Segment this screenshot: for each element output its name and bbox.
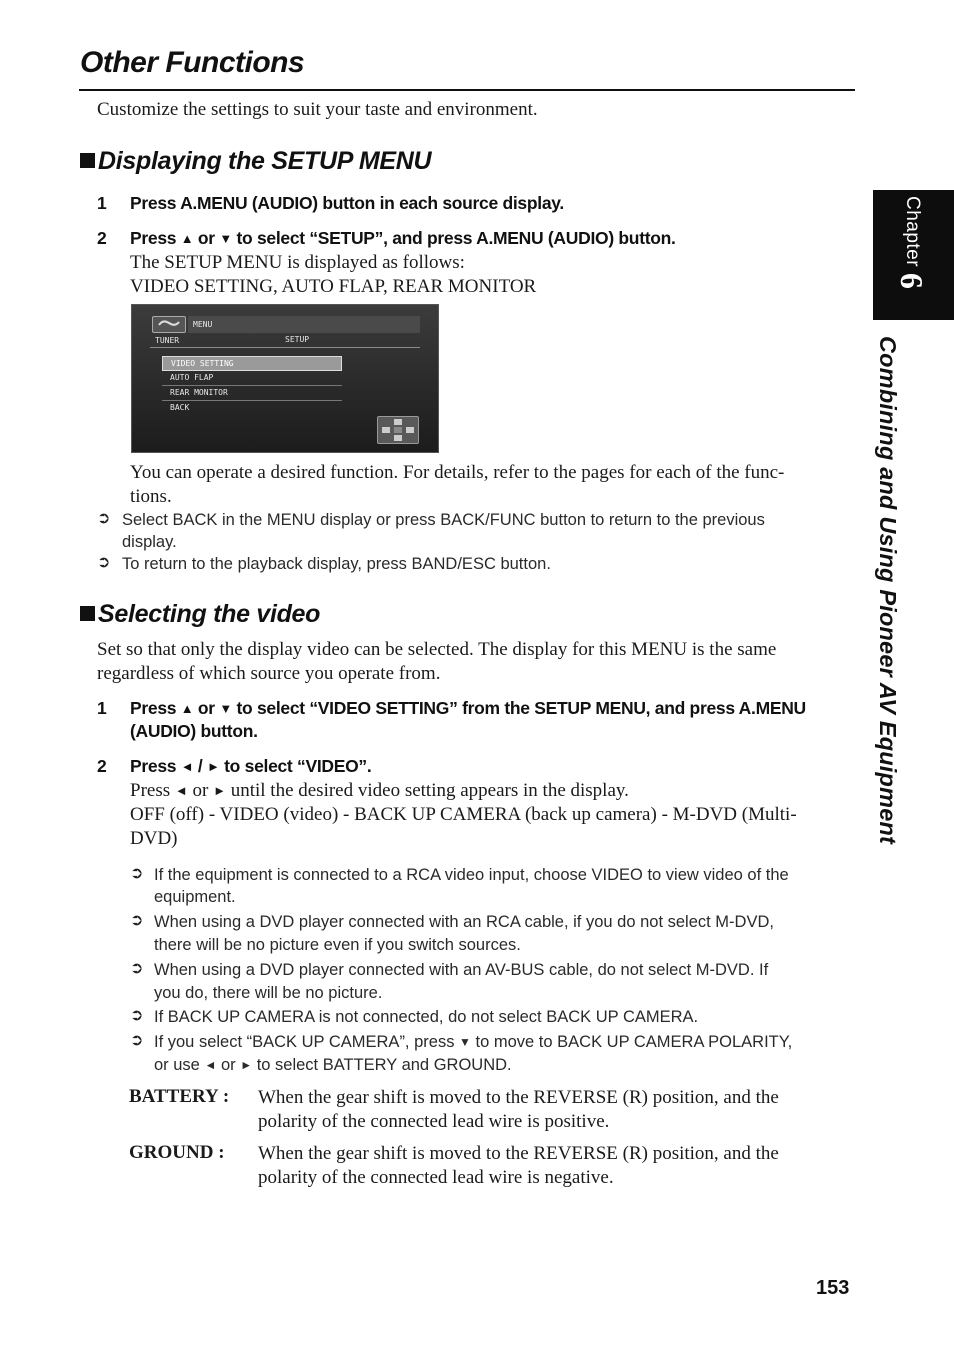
step-number: 1 — [97, 698, 107, 718]
note-arrow-icon: ➲ — [130, 912, 144, 929]
step-body: DVD) — [130, 828, 178, 849]
step-text-continued: (AUDIO) button. — [130, 721, 258, 741]
step-text-part: Press — [130, 698, 177, 718]
note-arrow-icon: ➲ — [130, 1007, 144, 1024]
left-arrow-icon: ◄ — [174, 783, 188, 798]
screen-menu-label: MENU — [193, 320, 213, 329]
note-text — [154, 1031, 792, 1054]
note-text: If the equipment is connected to a RCA video input, choose VIDEO to view video of the — [154, 866, 789, 884]
step-1 — [0, 192, 954, 216]
screen-menu-item: AUTO FLAP — [162, 371, 342, 386]
note-part: to move to BACK UP CAMERA POLARITY, — [475, 1033, 793, 1051]
note-text: If BACK UP CAMERA is not connected, do not select BACK UP CAMERA. — [154, 1008, 699, 1026]
note-part: or use — [154, 1056, 200, 1074]
chapter-number: 6 — [894, 272, 930, 290]
note-text: When using a DVD player connected with an RCA cable, if you do not select M-DVD, — [154, 913, 774, 931]
square-bullet-icon — [80, 153, 95, 168]
step-body: The SETUP MENU is displayed as follows: — [130, 252, 465, 273]
definition-text: When the gear shift is moved to the REVERSE (R) position, and the — [258, 1087, 779, 1108]
definition-text: polarity of the connected lead wire is positive. — [258, 1111, 610, 1132]
step-number: 2 — [97, 756, 107, 776]
right-arrow-icon: ► — [240, 1058, 253, 1072]
screen-menu-item: VIDEO SETTING — [162, 356, 342, 371]
down-arrow-icon: ▼ — [219, 701, 232, 716]
step-text-part: to select “VIDEO”. — [224, 756, 372, 776]
step-body: VIDEO SETTING, AUTO FLAP, REAR MONITOR — [130, 276, 537, 297]
title-rule — [79, 89, 855, 91]
chapter-label-text: Chapter — [902, 196, 923, 268]
step-text — [130, 227, 855, 250]
step-2 — [0, 755, 954, 779]
body-part: until the desired video setting appears in the display. — [230, 780, 629, 801]
section-heading-text: Displaying the SETUP MENU — [98, 147, 432, 175]
body-part: Press — [130, 780, 171, 801]
section-intro: regardless of which source you operate from. — [97, 663, 441, 684]
note-arrow-icon: ➲ — [130, 865, 144, 882]
definition-text: polarity of the connected lead wire is negative. — [258, 1167, 614, 1188]
note-text — [154, 1054, 512, 1077]
note-text: equipment. — [154, 888, 236, 906]
square-bullet-icon — [80, 606, 95, 621]
body-part: or — [192, 780, 209, 801]
step-text — [130, 755, 855, 778]
definition-term-ground: GROUND : — [129, 1142, 225, 1163]
down-arrow-icon: ▼ — [219, 231, 232, 246]
page-number: 153 — [816, 1277, 850, 1299]
page-title: Other Functions — [80, 46, 305, 79]
note-part: to select BATTERY and GROUND. — [256, 1056, 512, 1074]
step-text-part: Press — [130, 756, 177, 776]
step-2 — [0, 227, 954, 251]
step-text-part: to select “SETUP”, and press A.MENU (AUDIO) button. — [236, 228, 676, 248]
section-intro: Set so that only the display video can be selected. The display for this MENU is the same — [97, 639, 777, 660]
screen-menu-item: REAR MONITOR — [162, 386, 342, 401]
up-arrow-icon: ▲ — [180, 231, 194, 246]
left-arrow-icon: ◄ — [180, 759, 194, 774]
body-text: tions. — [130, 486, 172, 507]
step-text-part: to select “VIDEO SETTING” from the SETUP MENU, and press A.MENU — [236, 698, 806, 718]
step-text — [130, 697, 855, 720]
step-body: OFF (off) - VIDEO (video) - BACK UP CAMERA (back up camera) - M-DVD (Multi- — [130, 804, 797, 825]
screen-menu-item: BACK — [170, 403, 190, 412]
source-icon — [152, 316, 186, 333]
section-heading-setup-menu — [80, 147, 431, 176]
direction-pad-icon — [377, 416, 419, 444]
note-part: If you select “BACK UP CAMERA”, press — [154, 1033, 455, 1051]
note-text: display. — [122, 533, 177, 551]
note-text: you do, there will be no picture. — [154, 984, 383, 1002]
step-text: Press A.MENU (AUDIO) button in each source display. — [130, 193, 564, 213]
step-text-part: Press — [130, 228, 177, 248]
down-arrow-icon: ▼ — [459, 1035, 471, 1049]
note-arrow-icon: ➲ — [130, 1032, 144, 1049]
step-text-part: or — [197, 698, 215, 718]
step-text-part: / — [197, 756, 203, 776]
note-text: there will be no picture even if you switch sources. — [154, 936, 521, 954]
screen-source-label: TUNER — [155, 336, 180, 345]
page-intro: Customize the settings to suit your taste and environment. — [97, 99, 538, 120]
section-heading-selecting-video — [80, 600, 320, 629]
screen-setup-label: SETUP — [285, 335, 310, 344]
step-body — [130, 779, 629, 803]
note-part: or — [220, 1056, 236, 1074]
up-arrow-icon: ▲ — [180, 701, 194, 716]
section-heading-text: Selecting the video — [98, 600, 321, 628]
note-arrow-icon: ➲ — [130, 960, 144, 977]
note-text: To return to the playback display, press BAND/ESC button. — [122, 555, 551, 573]
note-arrow-icon: ➲ — [97, 510, 111, 527]
note-text: Select BACK in the MENU display or press BACK/FUNC button to return to the previous — [122, 511, 765, 529]
right-arrow-icon: ► — [213, 783, 226, 798]
step-text-part: or — [197, 228, 215, 248]
definition-text: When the gear shift is moved to the REVERSE (R) position, and the — [258, 1143, 779, 1164]
definition-term-battery: BATTERY : — [129, 1086, 230, 1107]
left-arrow-icon: ◄ — [204, 1058, 217, 1072]
chapter-side-title: Combining and Using Pioneer AV Equipment — [875, 336, 901, 845]
right-arrow-icon: ► — [207, 759, 220, 774]
step-number: 1 — [97, 193, 107, 213]
step-number: 2 — [97, 228, 107, 248]
note-text: When using a DVD player connected with an AV-BUS cable, do not select M-DVD. If — [154, 961, 769, 979]
note-arrow-icon: ➲ — [97, 554, 111, 571]
body-text: You can operate a desired function. For details, refer to the pages for each of the func- — [130, 462, 785, 483]
